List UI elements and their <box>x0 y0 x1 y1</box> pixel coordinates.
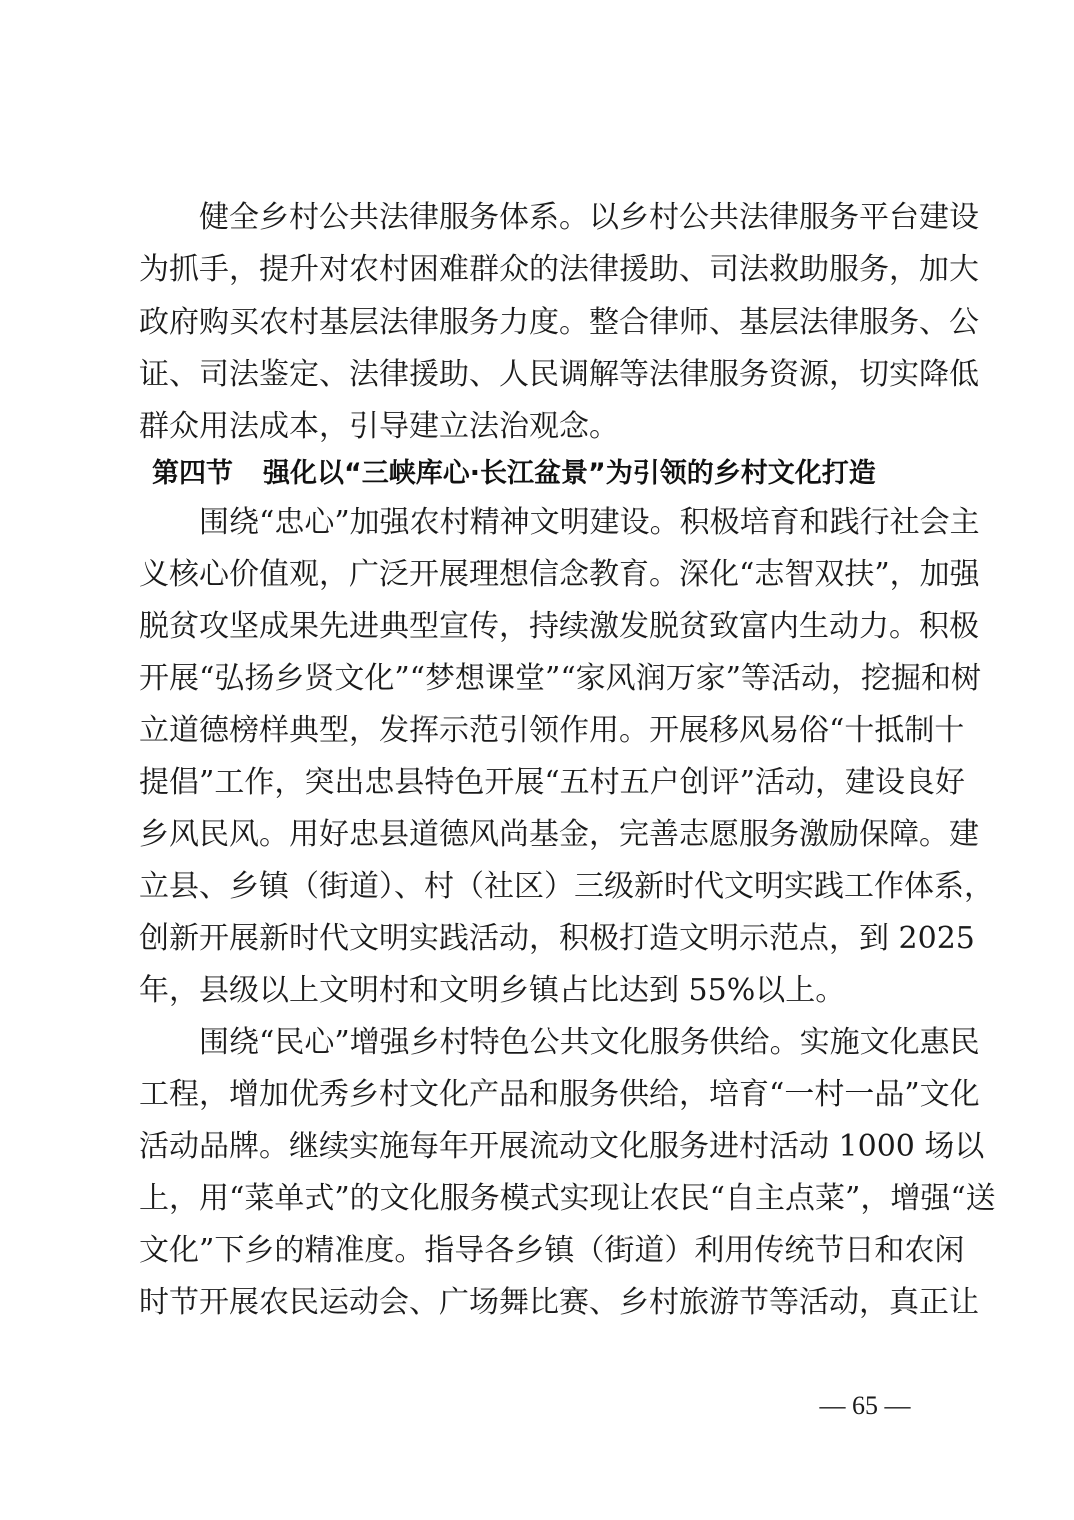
paragraph-line: 围绕“民心”增强乡村特色公共文化服务供给。实施文化惠民 <box>199 1025 980 1060</box>
paragraph-line: 义核心价值观，广泛开展理想信念教育。深化“志智双扶”，加强 <box>139 557 980 592</box>
paragraph-line: 提倡”工作，突出忠县特色开展“五村五户创评”活动，建设良好 <box>139 765 966 800</box>
section-title: 强化以“三峡库心·长江盆景”为引领的乡村文化打造 <box>263 458 876 489</box>
paragraph-line: 立县、乡镇（街道）、村（社区）三级新时代文明实践工作体系， <box>139 869 994 904</box>
paragraph-line: 时节开展农民运动会、广场舞比赛、乡村旅游节等活动，真正让 <box>139 1285 979 1320</box>
paragraph-line: 开展“弘扬乡贤文化”“梦想课堂”“家风润万家”等活动，挖掘和树 <box>139 661 982 696</box>
section-heading <box>152 448 932 500</box>
paragraph-line: 文化”下乡的精准度。指导各乡镇（街道）利用传统节日和农闲 <box>139 1233 965 1268</box>
paragraph-line: 政府购买农村基层法律服务力度。整合律师、基层法律服务、公 <box>139 305 979 340</box>
paragraph-line: 群众用法成本，引导建立法治观念。 <box>139 409 619 444</box>
paragraph-line: 证、司法鉴定、法律援助、人民调解等法律服务资源，切实降低 <box>139 357 979 392</box>
paragraph-line: 年，县级以上文明村和文明乡镇占比达到 55%以上。 <box>139 973 846 1008</box>
page-number: — 65 — <box>819 1391 911 1420</box>
paragraph-line: 乡风民风。用好忠县道德风尚基金，完善志愿服务激励保障。建 <box>139 817 979 852</box>
paragraph-line: 脱贫攻坚成果先进典型宣传，持续激发脱贫致富内生动力。积极 <box>139 609 979 644</box>
paragraph-line: 围绕“忠心”加强农村精神文明建设。积极培育和践行社会主 <box>199 505 980 540</box>
paragraph-line: 健全乡村公共法律服务体系。以乡村公共法律服务平台建设 <box>199 200 979 235</box>
paragraph-line: 活动品牌。继续实施每年开展流动文化服务进村活动 1000 场以 <box>139 1129 985 1164</box>
section-number: 第四节 <box>152 458 233 489</box>
paragraph-line: 工程，增加优秀乡村文化产品和服务供给，培育“一村一品”文化 <box>139 1077 980 1112</box>
paragraph-line: 上，用“菜单式”的文化服务模式实现让农民“自主点菜”，增强“送 <box>139 1181 996 1216</box>
paragraph-line: 立道德榜样典型，发挥示范引领作用。开展移风易俗“十抵制十 <box>139 713 965 748</box>
paragraph-line: 创新开展新时代文明实践活动，积极打造文明示范点，到 2025 <box>139 921 975 956</box>
paragraph-line: 为抓手，提升对农村困难群众的法律援助、司法救助服务，加大 <box>139 252 979 287</box>
